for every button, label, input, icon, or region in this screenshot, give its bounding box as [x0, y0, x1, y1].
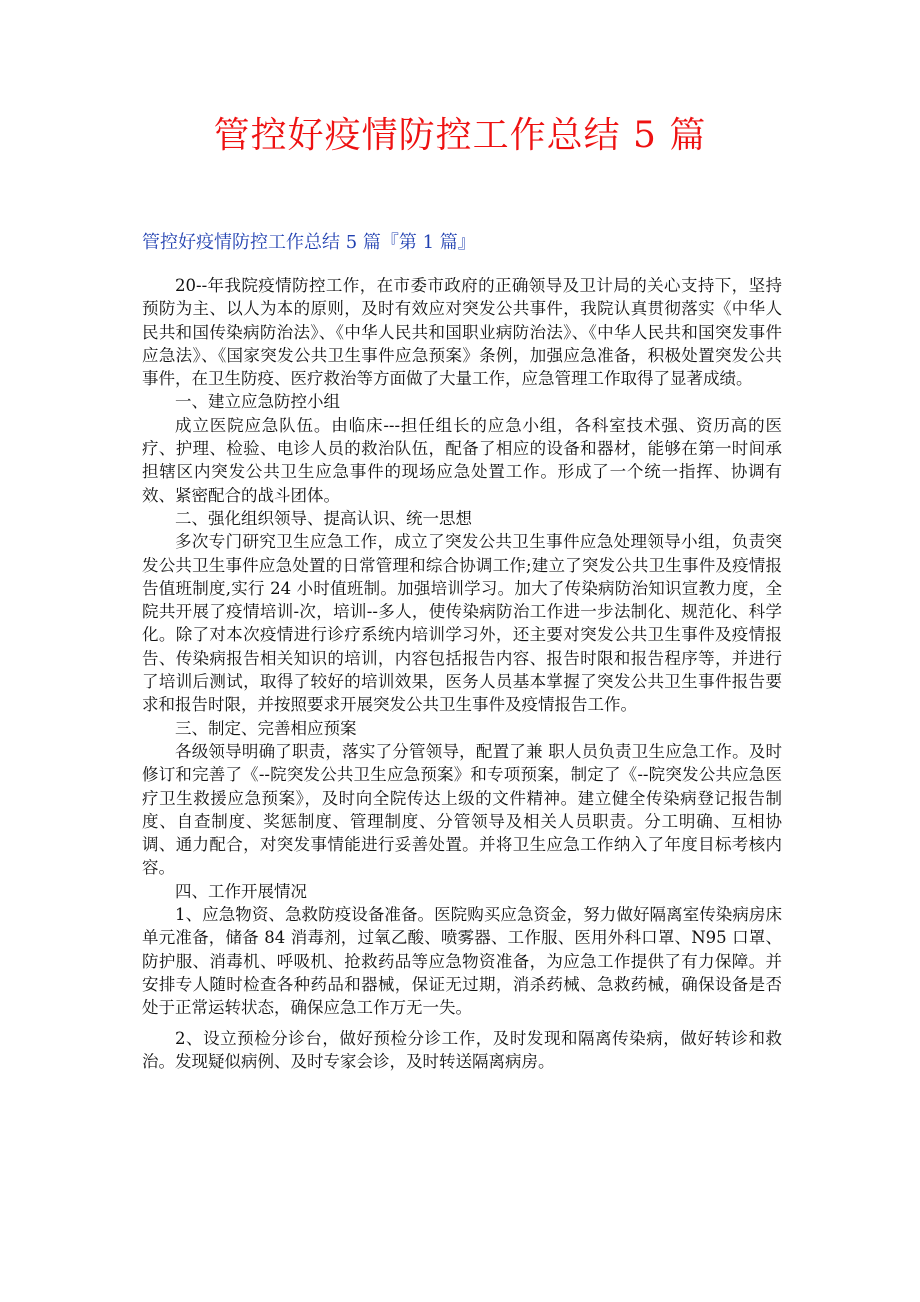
- paragraph-triage: 2、设立预检分诊台，做好预检分诊工作，及时发现和隔离传染病，做好转诊和救治。发现疑似病例、及时专家会诊，及时转送隔离病房。: [142, 1028, 782, 1071]
- document-title: 管控好疫情防控工作总结 5 篇: [213, 115, 707, 156]
- document-body: [142, 274, 782, 1073]
- paragraph-heading-1: 一、建立应急防控小组: [175, 392, 340, 412]
- paragraph-supplies: 1、应急物资、急救防疫设备准备。医院购买应急资金，努力做好隔离室传染病房床单元准备，储备 84 消毒剂，过氧乙酸、喷雾器、工作服、医用外科口罩、N95 口罩、防护服、消毒机、呼吸机、抢救药品等应急物资准备，为应急工作提供了有力保障。并安排专人随时检查各种药品和器械，保证无过期，消杀药械、急救药械，确保设备是否处于正常运转状态，确保应急工作万无一失。: [142, 905, 782, 1018]
- paragraph-heading-3: 三、制定、完善相应预案: [175, 718, 357, 738]
- paragraph-plans: 各级领导明确了职责，落实了分管领导，配置了兼 职人员负责卫生应急工作。及时修订和完善了《--院突发公共卫生应急预案》和专项预案，制定了《--院突发公共应急医疗卫生救援应急预案》，及时向全院传达上级的文件精神。建立健全传染病登记报告制度、自查制度、奖惩制度、管理制度、分管领导及相关人员职责。分工明确、互相协调、通力配合，对突发事情能进行妥善处置。并将卫生应急工作纳入了年度目标考核内容。: [142, 741, 782, 878]
- paragraph-emergency-team: 成立医院应急队伍。由临床---担任组长的应急小组，各科室技术强、资历高的医疗、护理、检验、电诊人员的救治队伍，配备了相应的设备和器材，能够在第一时间承担辖区内突发公共卫生应急事件的现场应急处置工作。形成了一个统一指挥、协调有效、紧密配合的战斗团体。: [142, 415, 782, 505]
- paragraph-leadership: 多次专门研究卫生应急工作，成立了突发公共卫生事件应急处理领导小组，负责突发公共卫生事件应急处置的日常管理和综合协调工作;建立了突发公共卫生事件及疫情报告值班制度,实行 24 小时值班制。加强培训学习。加大了传染病防治知识宣教力度，全院共开展了疫情培训-次，培训--多人，使传染病防治工作进一步法制化、规范化、科学化。除了对本次疫情进行诊疗系统内培训学习外，还主要对突发公共卫生事件及疫情报告、传染病报告相关知识的培训，内容包括报告内容、报告时限和报告程序等，并进行了培训后测试，取得了较好的培训效果，医务人员基本掌握了突发公共卫生事件报告要求和报告时限，并按照要求开展突发公共卫生事件及疫情报告工作。: [142, 532, 782, 715]
- section-heading: 管控好疫情防控工作总结 5 篇『第 1 篇』: [142, 232, 476, 253]
- paragraph-intro: 20--年我院疫情防控工作，在市委市政府的正确领导及卫计局的关心支持下，坚持预防为主、以人为本的原则，及时有效应对突发公共事件，我院认真贯彻落实《中华人民共和国传染病防治法》、《中华人民共和国职业病防治法》、《中华人民共和国突发事件应急法》、《国家突发公共卫生事件应急预案》条例，加强应急准备，积极处置突发公共事件，在卫生防疫、医疗救治等方面做了大量工作，应急管理工作取得了显著成绩。: [142, 276, 782, 389]
- paragraph-heading-2: 二、强化组织领导、提高认识、统一思想: [175, 508, 472, 528]
- paragraph-heading-4: 四、工作开展情况: [175, 881, 307, 901]
